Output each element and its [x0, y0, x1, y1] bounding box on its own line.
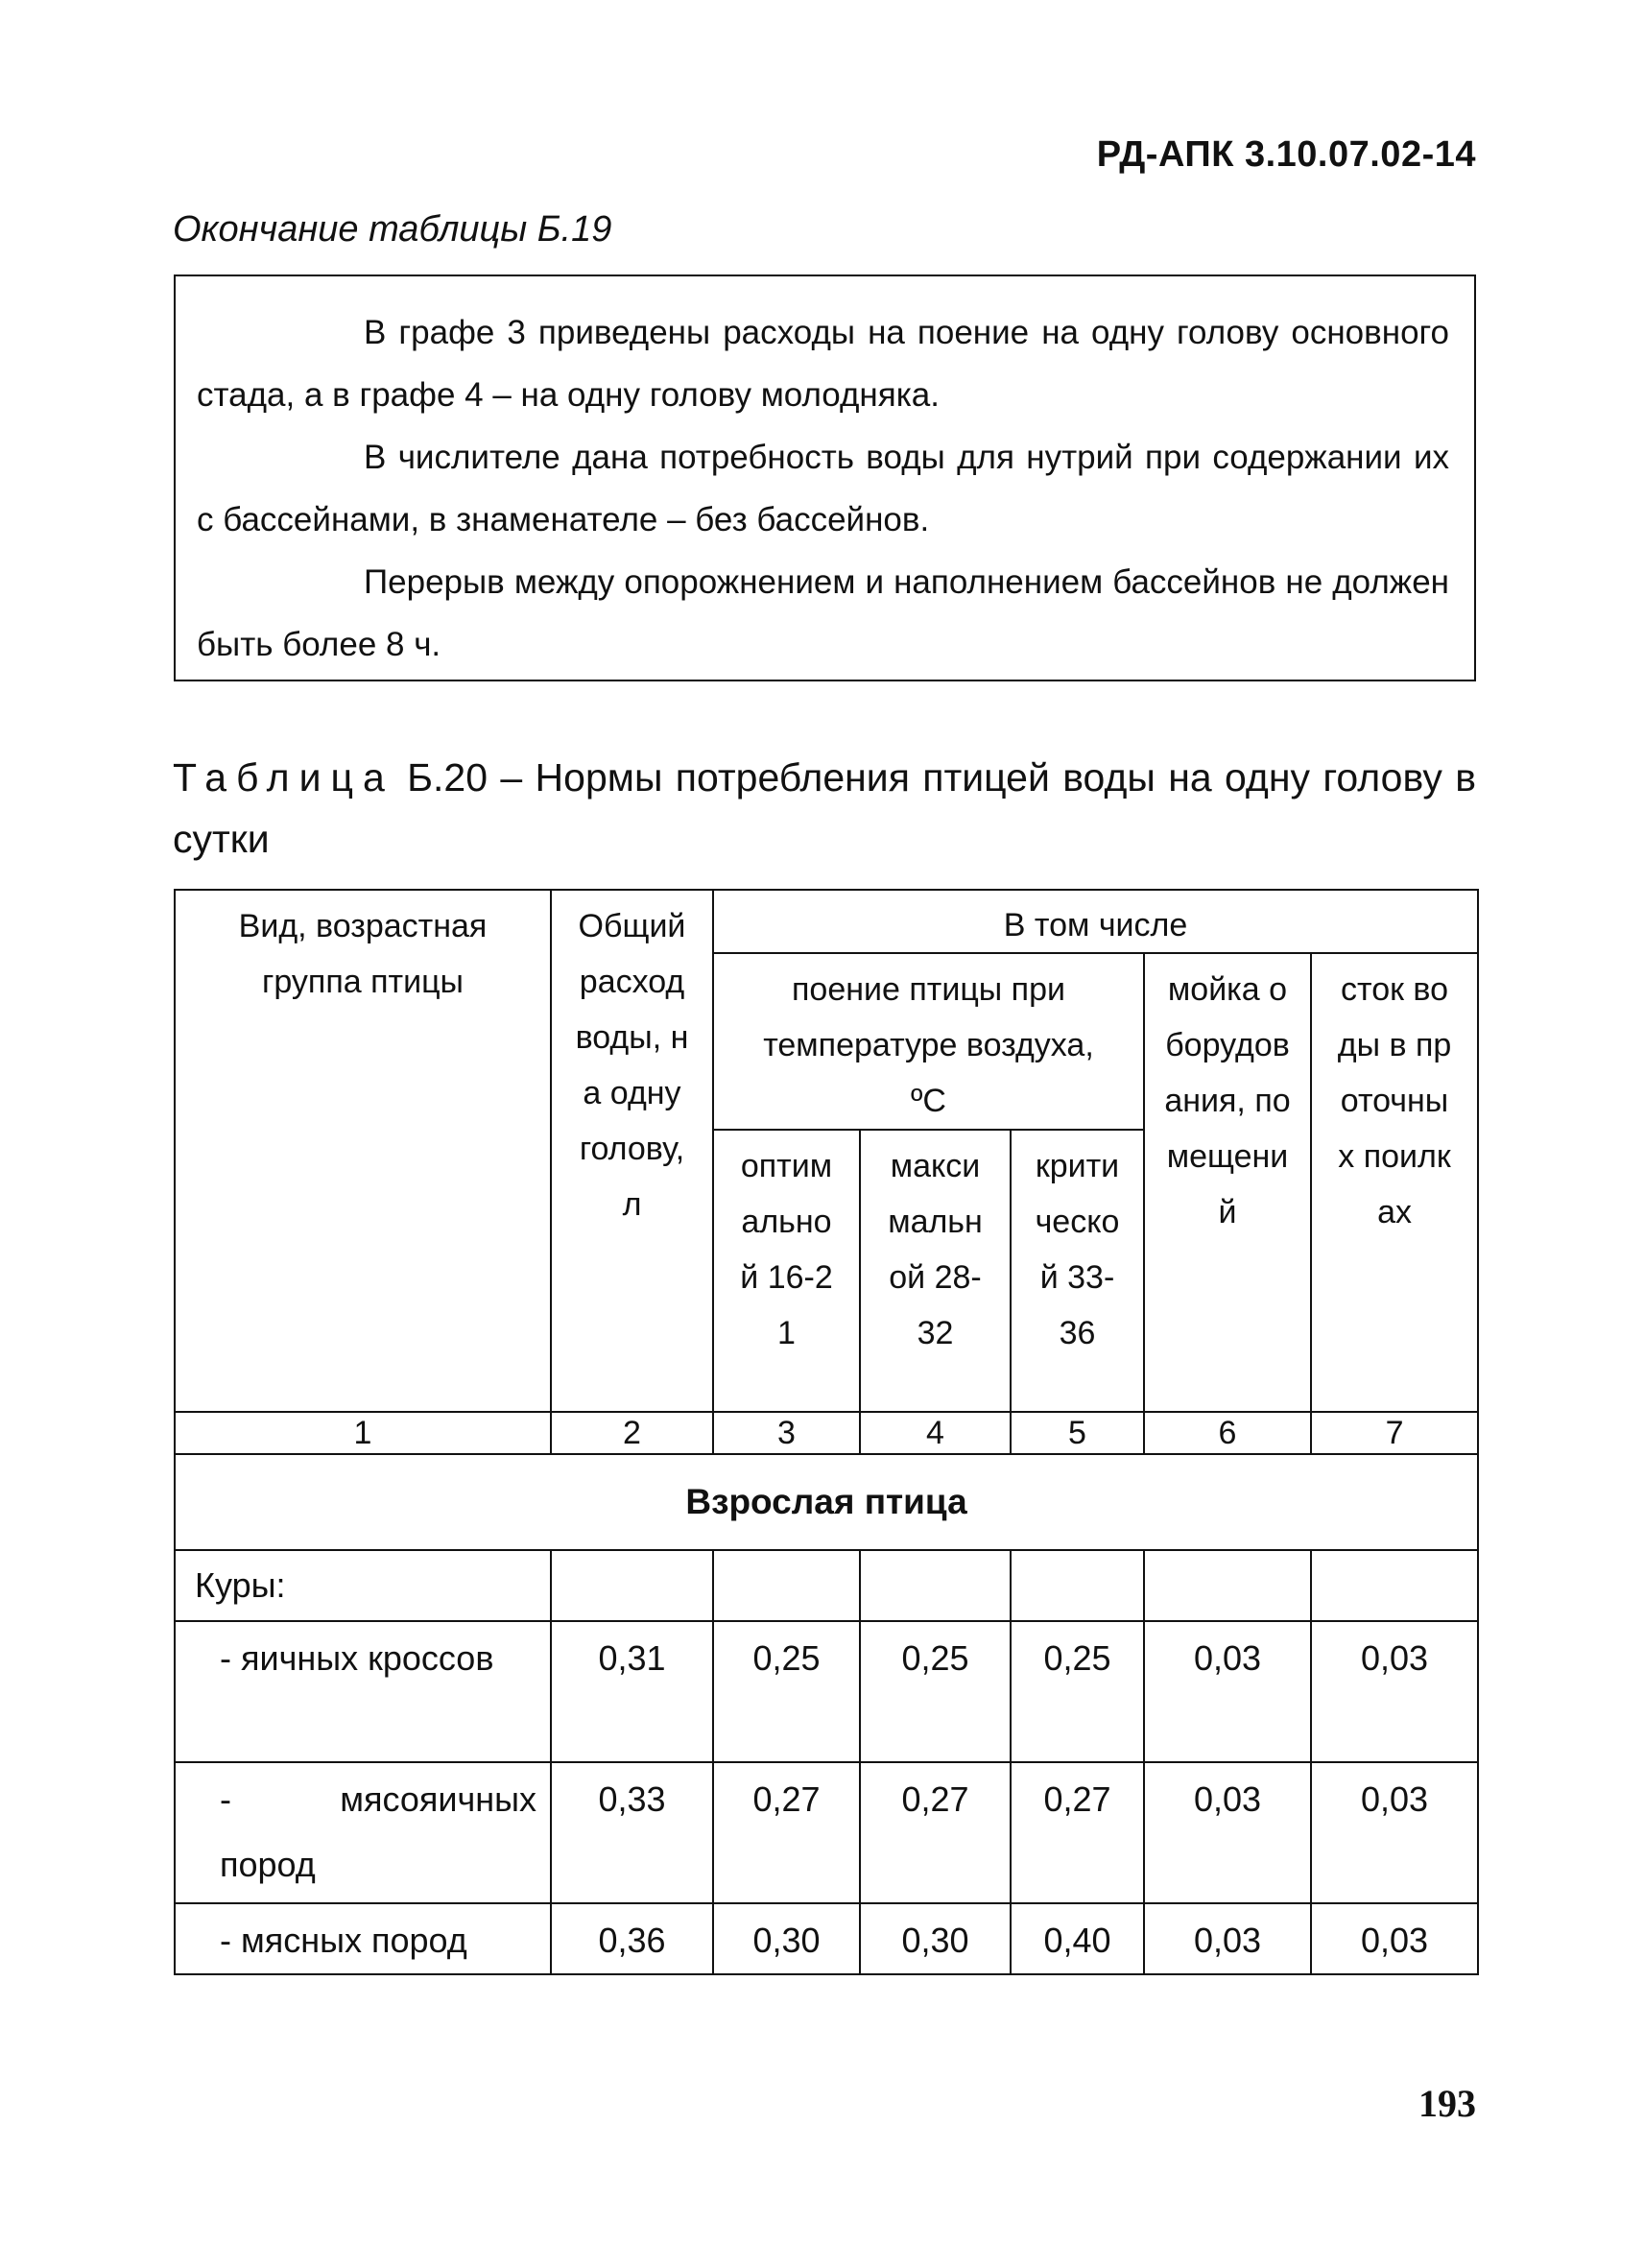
- empty-cell: [860, 1550, 1011, 1621]
- row-name: - яичных кроссов: [175, 1621, 551, 1762]
- value-drain: 0,03: [1311, 1621, 1478, 1762]
- value-total: 0,33: [551, 1762, 713, 1903]
- empty-cell: [1011, 1550, 1144, 1621]
- continuation-caption: Окончание таблицы Б.19: [173, 209, 612, 250]
- value-washing: 0,03: [1144, 1621, 1311, 1762]
- header-maximal: максимальной 28-32: [860, 1130, 1011, 1412]
- empty-cell: [1144, 1550, 1311, 1621]
- table-note-box: [174, 275, 1476, 681]
- table-title-label: Таблица: [173, 755, 394, 800]
- note-paragraph: В графе 3 приведены расходы на поение на одну голову основного стада, а в графе 4 – на одну голову молодняка.: [197, 314, 1449, 414]
- table-row: [175, 1762, 1478, 1903]
- header-total: Общий расход воды, на одну голову, л: [551, 890, 713, 1412]
- group-label: Куры:: [175, 1550, 551, 1621]
- empty-cell: [1311, 1550, 1478, 1621]
- section-row: [175, 1454, 1478, 1550]
- value-critical: 0,40: [1011, 1903, 1144, 1974]
- value-critical: 0,27: [1011, 1762, 1144, 1903]
- value-total: 0,36: [551, 1903, 713, 1974]
- value-total: 0,31: [551, 1621, 713, 1762]
- value-washing: 0,03: [1144, 1903, 1311, 1974]
- column-number: 1: [175, 1412, 551, 1454]
- row-name: - мясояичных пород: [175, 1762, 551, 1903]
- header-kind: Вид, возрастная группа птицы: [175, 890, 551, 1412]
- header-optimal: оптимальной 16-21: [713, 1130, 860, 1412]
- value-washing: 0,03: [1144, 1762, 1311, 1903]
- document-code: РД-АПК 3.10.07.02-14: [1096, 134, 1476, 175]
- column-number: 2: [551, 1412, 713, 1454]
- column-number: 5: [1011, 1412, 1144, 1454]
- header-drinking: поение птицы при температуре воздуха, ºС: [713, 953, 1144, 1130]
- value-drain: 0,03: [1311, 1903, 1478, 1974]
- header-critical: критической 33-36: [1011, 1130, 1144, 1412]
- table-row: [175, 1621, 1478, 1762]
- table-row: [175, 1903, 1478, 1974]
- value-maximal: 0,30: [860, 1903, 1011, 1974]
- note-paragraph: Перерыв между опорожнением и наполнением бассейнов не должен быть более 8 ч.: [197, 563, 1449, 663]
- section-title: Взрослая птица: [175, 1454, 1478, 1550]
- row-name: - мясных пород: [175, 1903, 551, 1974]
- header-drain: сток воды в проточных поилках: [1311, 953, 1478, 1412]
- water-norms-table: [174, 889, 1479, 1975]
- note-paragraph: В числителе дана потребность воды для нутрий при содержании их с бассейнами, в знаменателе – без бассейнов.: [197, 439, 1449, 538]
- column-number: 3: [713, 1412, 860, 1454]
- value-maximal: 0,27: [860, 1762, 1011, 1903]
- value-maximal: 0,25: [860, 1621, 1011, 1762]
- column-number: 4: [860, 1412, 1011, 1454]
- page-number: 193: [1418, 2082, 1476, 2125]
- header-including: В том числе: [713, 890, 1478, 953]
- column-number-row: [175, 1412, 1478, 1454]
- empty-cell: [713, 1550, 860, 1621]
- value-critical: 0,25: [1011, 1621, 1144, 1762]
- value-drain: 0,03: [1311, 1762, 1478, 1903]
- value-optimal: 0,27: [713, 1762, 860, 1903]
- column-number: 6: [1144, 1412, 1311, 1454]
- table-title-text: Б.20 – Нормы потребления птицей воды на одну голову в сутки: [173, 755, 1476, 861]
- group-row: [175, 1550, 1478, 1621]
- table-title: [173, 747, 1476, 870]
- empty-cell: [551, 1550, 713, 1621]
- value-optimal: 0,30: [713, 1903, 860, 1974]
- column-number: 7: [1311, 1412, 1478, 1454]
- value-optimal: 0,25: [713, 1621, 860, 1762]
- header-washing: мойка оборудования, помещений: [1144, 953, 1311, 1412]
